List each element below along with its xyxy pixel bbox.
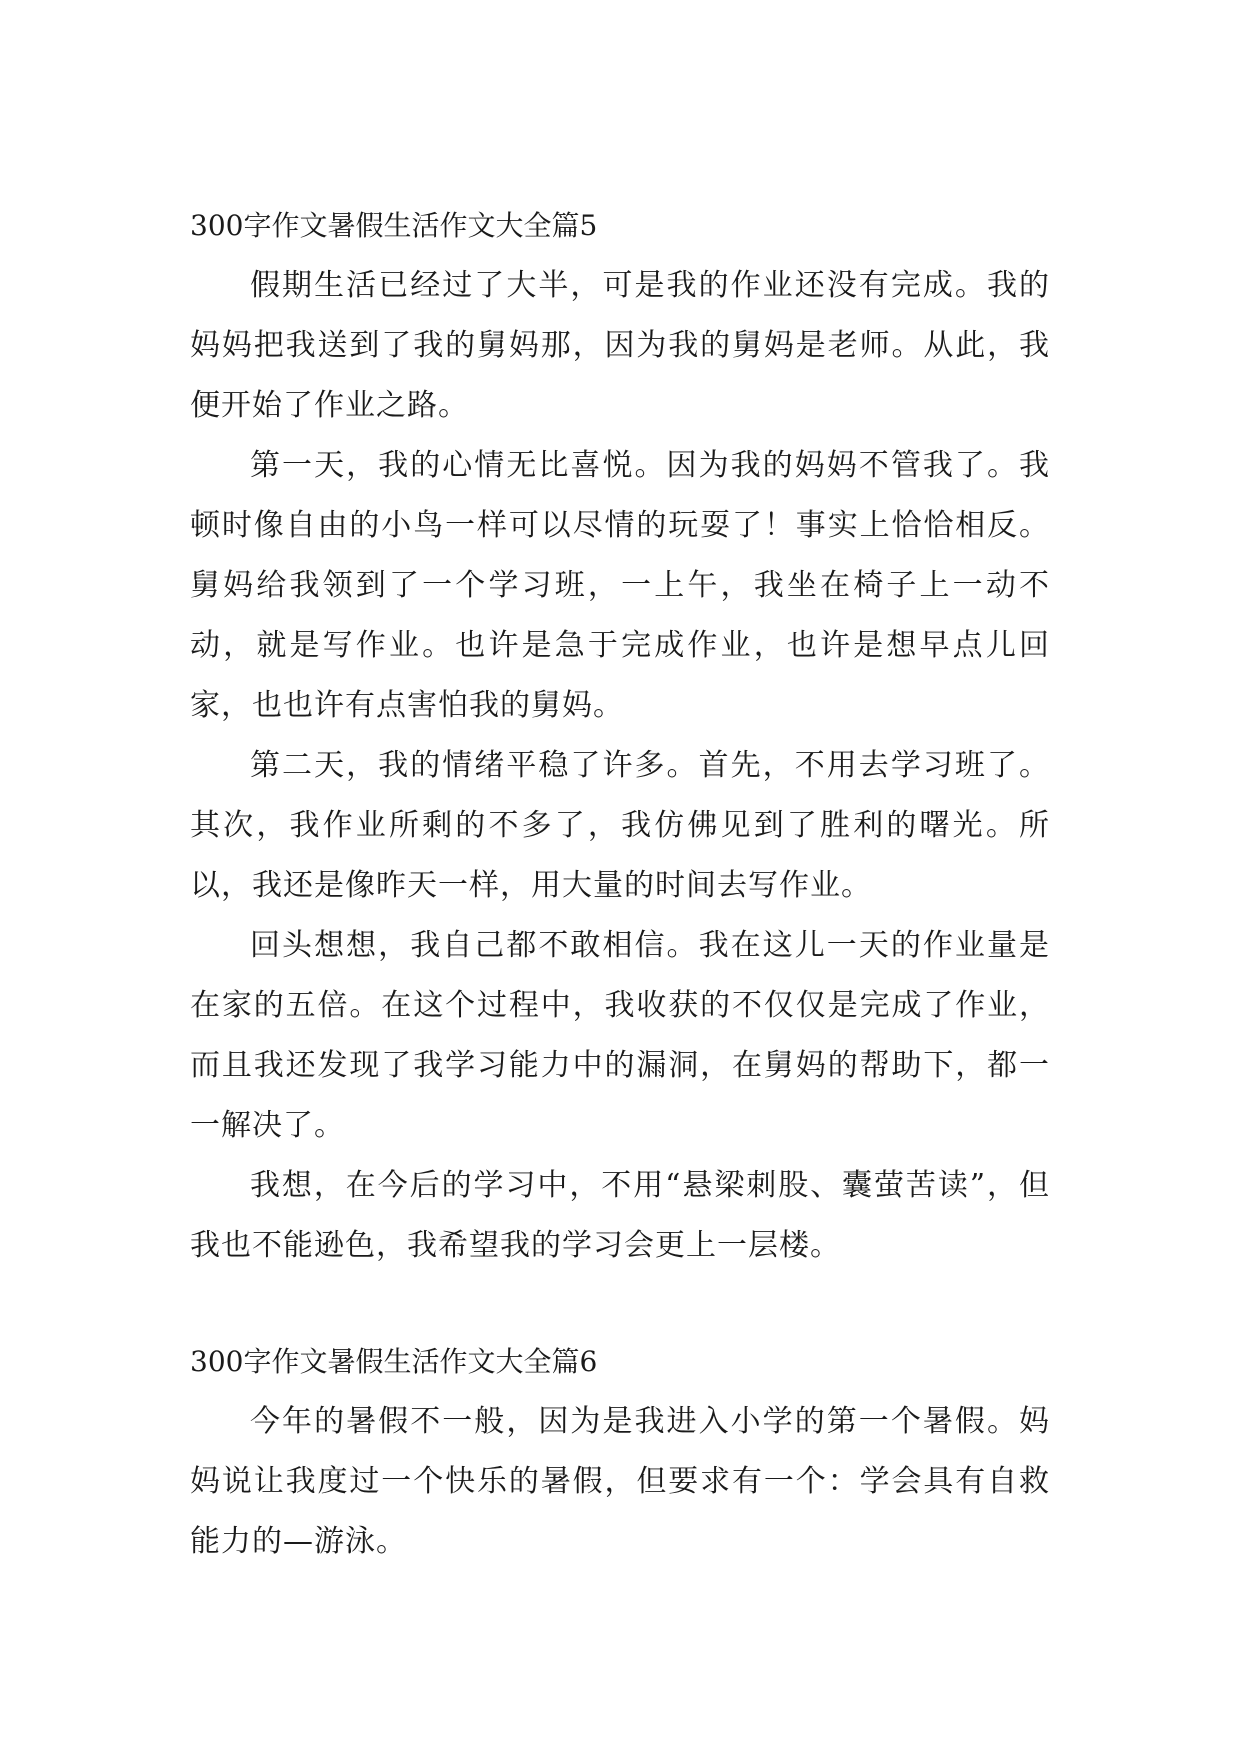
paragraph: 回头想想，我自己都不敢相信。我在这儿一天的作业量是在家的五倍。在这个过程中，我收获的不仅仅是完成了作业，而且我还发现了我学习能力中的漏洞，在舅妈的帮助下，都一一解决了。 xyxy=(190,928,1050,1143)
paragraph: 我想，在今后的学习中，不用“悬梁刺股、囊萤苦读”，但我也不能逊色，我希望我的学习会更上一层楼。 xyxy=(190,1168,1050,1263)
paragraph: 第一天，我的心情无比喜悦。因为我的妈妈不管我了。我顿时像自由的小鸟一样可以尽情的玩耍了！事实上恰恰相反。舅妈给我领到了一个学习班，一上午，我坐在椅子上一动不动，就是写作业。也许是急于完成作业，也许是想早点儿回家，也也许有点害怕我的舅妈。 xyxy=(190,448,1050,723)
section-title: 300字作文暑假生活作文大全篇6 xyxy=(190,1345,598,1378)
document-body xyxy=(190,196,1050,1572)
section-title: 300字作文暑假生活作文大全篇5 xyxy=(190,209,598,242)
paragraph: 第二天，我的情绪平稳了许多。首先，不用去学习班了。其次，我作业所剩的不多了，我仿佛见到了胜利的曙光。所以，我还是像昨天一样，用大量的时间去写作业。 xyxy=(190,748,1050,903)
essay-section-6 xyxy=(190,1332,1050,1572)
paragraph: 假期生活已经过了大半，可是我的作业还没有完成。我的妈妈把我送到了我的舅妈那，因为我的舅妈是老师。从此，我便开始了作业之路。 xyxy=(190,268,1050,423)
paragraph: 今年的暑假不一般，因为是我进入小学的第一个暑假。妈妈说让我度过一个快乐的暑假，但要求有一个：学会具有自救能力的—游泳。 xyxy=(190,1404,1050,1559)
essay-section-5 xyxy=(190,196,1050,1276)
